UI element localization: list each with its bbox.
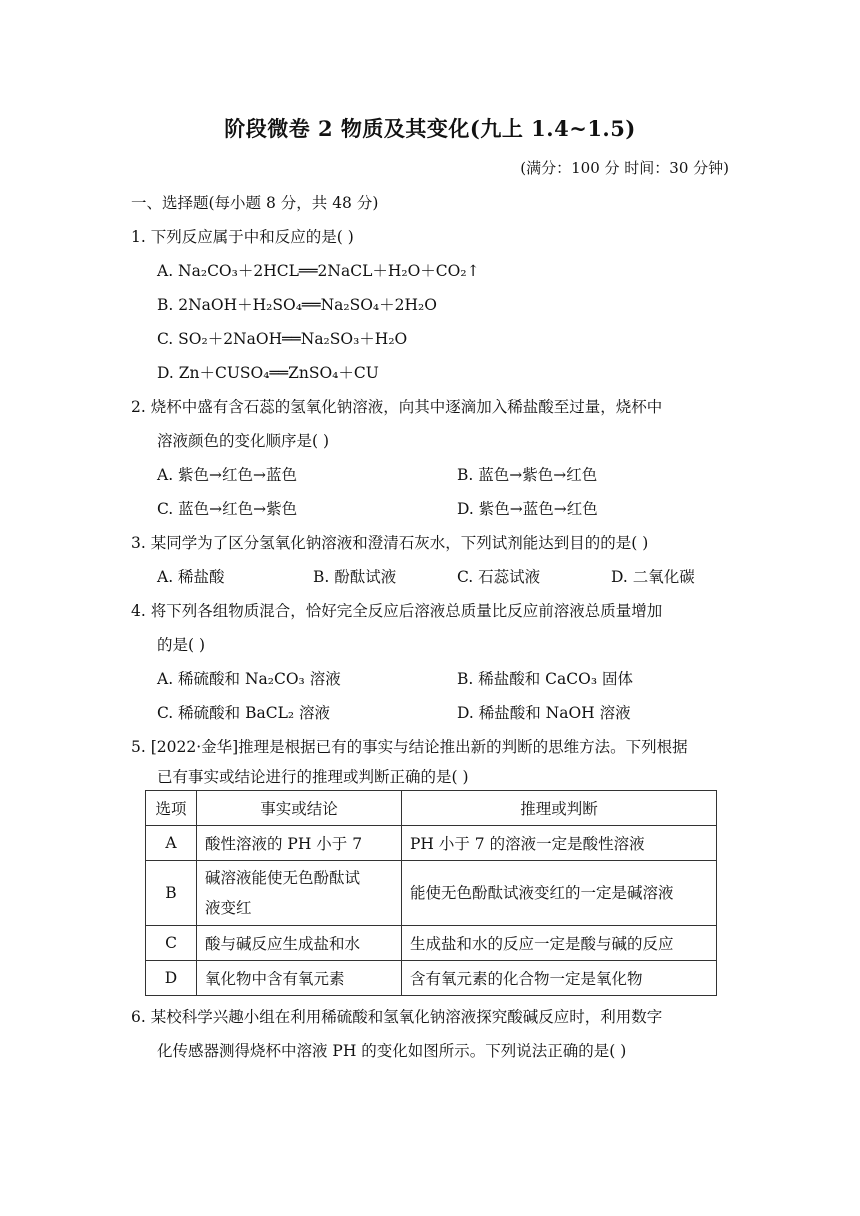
table-cell-inference: 含有氧元素的化合物一定是氧化物 [402,961,717,996]
question-4-option-a: A. 稀硫酸和 Na₂CO₃ 溶液 [157,670,341,688]
table-cell-fact [197,861,402,926]
question-4-option-c: C. 稀硫酸和 BaCL₂ 溶液 [157,704,331,722]
question-2-stem-line-2: 溶液颜色的变化顺序是( ) [157,432,330,450]
table-header-fact: 事实或结论 [197,791,402,826]
table-row [146,961,717,996]
question-1-stem: 1. 下列反应属于中和反应的是( ) [131,228,354,246]
question-4-stem-line-1: 4. 将下列各组物质混合，恰好完全反应后溶液总质量比反应前溶液总质量增加 [131,602,663,620]
question-1-option-d: D. Zn＋CUSO₄══ZnSO₄＋CU [157,364,379,382]
question-6-stem-line-2: 化传感器测得烧杯中溶液 PH 的变化如图所示。下列说法正确的是( ) [157,1042,627,1060]
table-row [146,926,717,961]
question-2-option-a: A. 紫色→红色→蓝色 [157,466,298,484]
table-row [146,861,717,926]
table-cell-inference: 生成盐和水的反应一定是酸与碱的反应 [402,926,717,961]
section-heading: 一、选择题(每小题 8 分，共 48 分) [131,194,379,212]
question-4-stem-line-2: 的是( ) [157,636,206,654]
table-header-option: 选项 [146,791,197,826]
question-5-stem-line-1: 5. [2022·金华]推理是根据已有的事实与结论推出新的判断的思维方法。下列根据 [131,738,688,756]
question-1-option-c: C. SO₂＋2NaOH══Na₂SO₃＋H₂O [157,330,408,348]
table-cell-inference: 能使无色酚酞试液变红的一定是碱溶液 [402,861,717,926]
question-3-option-c: C. 石蕊试液 [457,568,541,586]
page-title: 阶段微卷 2 物质及其变化(九上 1.4~1.5) [224,116,636,141]
table-cell-fact: 酸与碱反应生成盐和水 [197,926,402,961]
score-time-info: (满分：100 分 时间：30 分钟) [520,159,729,177]
question-2-option-b: B. 蓝色→紫色→红色 [457,466,598,484]
table-cell-option: A [146,826,197,861]
table-cell-option: C [146,926,197,961]
question-4-option-d: D. 稀盐酸和 NaOH 溶液 [457,704,631,722]
table-header-row [146,791,717,826]
table-cell-inference: PH 小于 7 的溶液一定是酸性溶液 [402,826,717,861]
question-3-option-a: A. 稀盐酸 [157,568,225,586]
question-3-stem: 3. 某同学为了区分氢氧化钠溶液和澄清石灰水，下列试剂能达到目的的是( ) [131,534,649,552]
table-cell-option: B [146,861,197,926]
question-3-option-d: D. 二氧化碳 [611,568,695,586]
question-3-option-b: B. 酚酞试液 [313,568,397,586]
table-cell-fact-line-2: 液变红 [205,899,252,917]
question-2-option-c: C. 蓝色→红色→紫色 [157,500,298,518]
table-row [146,826,717,861]
table-cell-fact-line-1: 碱溶液能使无色酚酞试 [205,869,361,887]
question-5-stem-line-2: 已有事实或结论进行的推理或判断正确的是( ) [157,768,469,786]
question-6-stem-line-1: 6. 某校科学兴趣小组在利用稀硫酸和氢氧化钠溶液探究酸碱反应时，利用数字 [131,1008,663,1026]
question-2-option-d: D. 紫色→蓝色→红色 [457,500,598,518]
question-1-option-a: A. Na₂CO₃＋2HCL══2NaCL＋H₂O＋CO₂↑ [157,262,480,280]
reasoning-table [145,790,717,996]
question-2-stem-line-1: 2. 烧杯中盛有含石蕊的氢氧化钠溶液，向其中逐滴加入稀盐酸至过量，烧杯中 [131,398,663,416]
table-cell-fact: 酸性溶液的 PH 小于 7 [197,826,402,861]
table-header-inference: 推理或判断 [402,791,717,826]
question-1-option-b: B. 2NaOH＋H₂SO₄══Na₂SO₄＋2H₂O [157,296,437,314]
table-cell-option: D [146,961,197,996]
table-cell-fact: 氧化物中含有氧元素 [197,961,402,996]
question-4-option-b: B. 稀盐酸和 CaCO₃ 固体 [457,670,633,688]
